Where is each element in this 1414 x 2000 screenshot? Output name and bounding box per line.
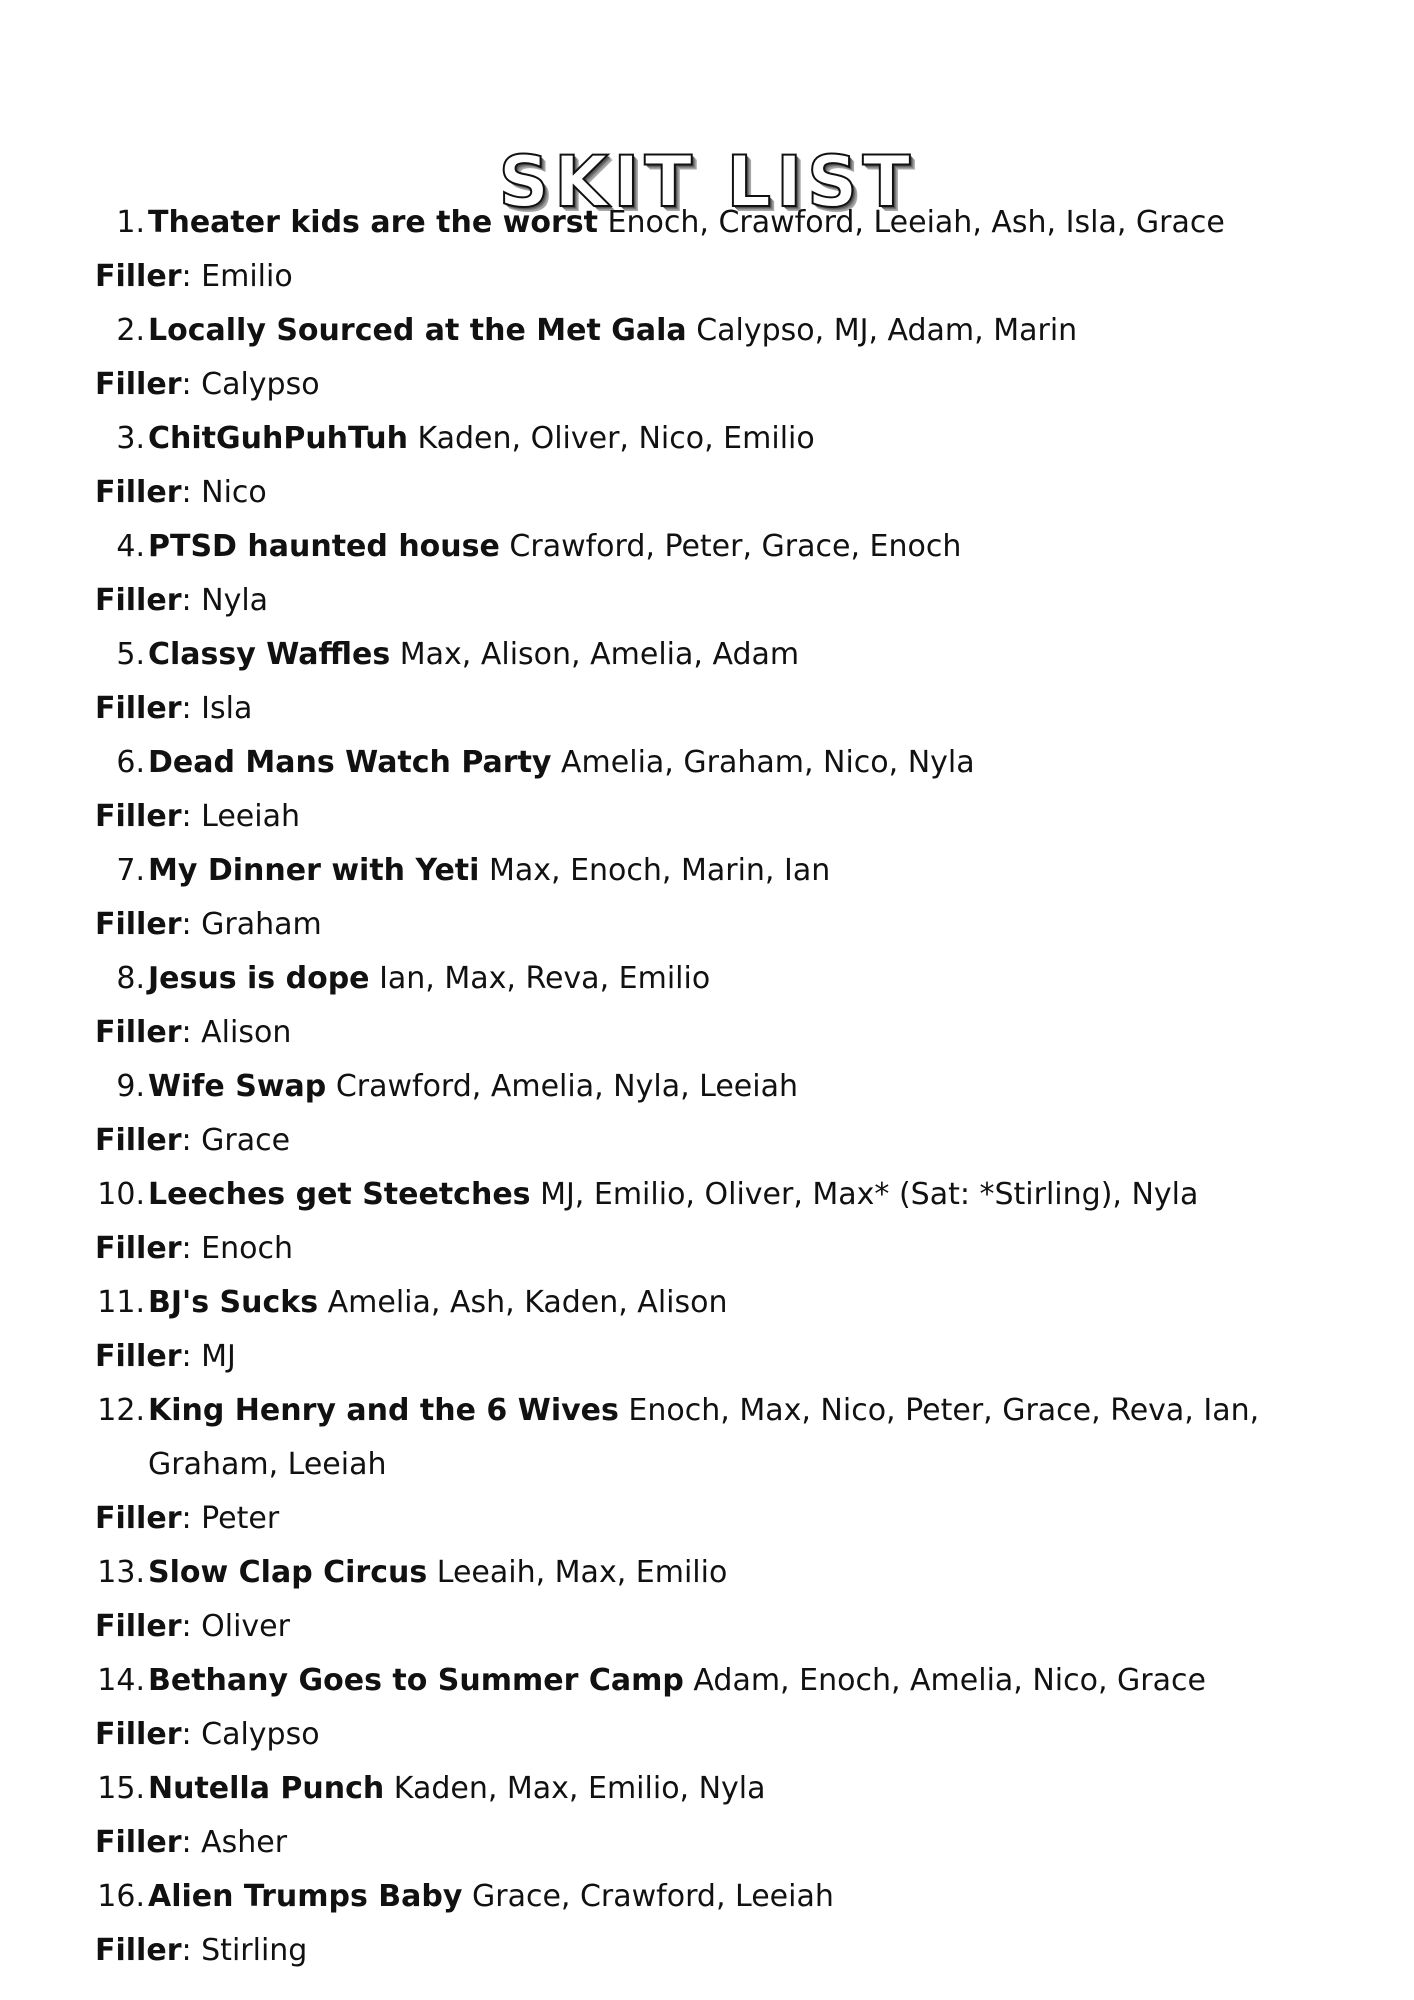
skit-number: 4. <box>116 529 145 564</box>
skit-title: Locally Sourced at the Met Gala <box>148 313 687 348</box>
filler-row: Filler: Stirling <box>95 1933 308 1968</box>
skit-number: 16. <box>97 1879 145 1914</box>
skit-number: 3. <box>116 421 145 456</box>
filler-label: Filler <box>95 367 182 402</box>
skit-body <box>148 628 1348 682</box>
skit-item <box>0 844 1414 952</box>
skit-row <box>0 196 1414 250</box>
filler-name: Nico <box>201 475 267 510</box>
filler-row: Filler: Grace <box>95 1123 291 1158</box>
skit-item <box>0 1870 1414 1978</box>
skit-number: 6. <box>116 745 145 780</box>
skit-item <box>0 1654 1414 1762</box>
skit-title: Wife Swap <box>148 1069 327 1104</box>
filler-label: Filler <box>95 259 182 294</box>
skit-body <box>148 1384 1348 1492</box>
skit-item <box>0 196 1414 304</box>
skit-row <box>0 1546 1414 1600</box>
skit-row <box>0 1276 1414 1330</box>
skit-body <box>148 952 1348 1006</box>
skit-cast: Grace, Crawford, Leeiah <box>471 1879 834 1914</box>
skit-body <box>148 196 1348 250</box>
filler-name: MJ <box>201 1339 236 1374</box>
filler-name: Nyla <box>201 583 269 618</box>
skit-cast: Calypso, MJ, Adam, Marin <box>696 313 1078 348</box>
skit-item <box>0 1276 1414 1384</box>
skit-row <box>0 304 1414 358</box>
skit-body <box>148 1060 1348 1114</box>
skit-body <box>148 736 1348 790</box>
filler-row: Filler: Leeiah <box>95 799 300 834</box>
skit-number: 9. <box>116 1069 145 1104</box>
page-title: SKIT LIST <box>498 140 916 223</box>
filler-name: Emilio <box>201 259 293 294</box>
skit-title: ChitGuhPuhTuh <box>148 421 408 456</box>
skit-number: 5. <box>116 637 145 672</box>
skit-row <box>0 628 1414 682</box>
skit-cast: Adam, Enoch, Amelia, Nico, Grace <box>693 1663 1206 1698</box>
skit-row <box>0 844 1414 898</box>
filler-label: Filler <box>95 1015 182 1050</box>
skit-number: 11. <box>97 1285 145 1320</box>
skit-number: 14. <box>97 1663 145 1698</box>
skit-body <box>148 304 1348 358</box>
filler-label: Filler <box>95 1123 182 1158</box>
skit-cast: Enoch, Max, Nico, Peter, Grace, Reva, Ian, Graham, Leeiah <box>148 1393 1260 1482</box>
filler-row: Filler: Emilio <box>95 259 293 294</box>
filler-row: Filler: Peter <box>95 1501 280 1536</box>
filler-row: Filler: Enoch <box>95 1231 293 1266</box>
filler-row: Filler: Isla <box>95 691 253 726</box>
filler-row: Filler: Nyla <box>95 583 269 618</box>
skit-body <box>148 412 1348 466</box>
skit-row <box>0 520 1414 574</box>
skit-title: Bethany Goes to Summer Camp <box>148 1663 684 1698</box>
filler-row: Filler: Calypso <box>95 367 320 402</box>
skit-row <box>0 1060 1414 1114</box>
filler-name: Isla <box>201 691 253 726</box>
skit-number: 1. <box>116 205 145 240</box>
skit-cast: Enoch, Crawford, Leeiah, Ash, Isla, Grace <box>607 205 1225 240</box>
skit-cast: Ian, Max, Reva, Emilio <box>379 961 711 996</box>
filler-label: Filler <box>95 1501 182 1536</box>
skit-item <box>0 1546 1414 1654</box>
filler-name: Oliver <box>201 1609 290 1644</box>
skit-row <box>0 1168 1414 1222</box>
skit-title: Dead Mans Watch Party <box>148 745 552 780</box>
skit-cast: Max, Enoch, Marin, Ian <box>488 853 831 888</box>
skit-number: 7. <box>116 853 145 888</box>
filler-label: Filler <box>95 1717 182 1752</box>
skit-item <box>0 736 1414 844</box>
filler-row: Filler: Graham <box>95 907 322 942</box>
skit-cast: Max, Alison, Amelia, Adam <box>399 637 800 672</box>
skit-list <box>0 196 1414 1978</box>
skit-cast: Crawford, Peter, Grace, Enoch <box>509 529 962 564</box>
skit-title: My Dinner with Yeti <box>148 853 480 888</box>
skit-row <box>0 736 1414 790</box>
skit-number: 15. <box>97 1771 145 1806</box>
filler-name: Graham <box>201 907 322 942</box>
filler-name: Calypso <box>201 367 320 402</box>
skit-title: Slow Clap Circus <box>148 1555 428 1590</box>
filler-label: Filler <box>95 691 182 726</box>
skit-body <box>148 1276 1348 1330</box>
filler-name: Alison <box>201 1015 292 1050</box>
skit-cast: Leeaih, Max, Emilio <box>436 1555 728 1590</box>
filler-name: Asher <box>201 1825 288 1860</box>
skit-row <box>0 1870 1414 1924</box>
filler-label: Filler <box>95 1339 182 1374</box>
skit-row <box>0 412 1414 466</box>
filler-label: Filler <box>95 475 182 510</box>
filler-name: Enoch <box>201 1231 293 1266</box>
filler-label: Filler <box>95 1609 182 1644</box>
filler-label: Filler <box>95 1933 182 1968</box>
filler-name: Calypso <box>201 1717 320 1752</box>
skit-row <box>0 952 1414 1006</box>
skit-cast: Kaden, Max, Emilio, Nyla <box>393 1771 766 1806</box>
skit-item <box>0 412 1414 520</box>
skit-body <box>148 1762 1348 1816</box>
filler-label: Filler <box>95 1231 182 1266</box>
skit-item <box>0 1060 1414 1168</box>
skit-cast: Amelia, Graham, Nico, Nyla <box>561 745 975 780</box>
skit-body <box>148 520 1348 574</box>
skit-row <box>0 1654 1414 1708</box>
filler-label: Filler <box>95 583 182 618</box>
filler-label: Filler <box>95 799 182 834</box>
skit-body <box>148 844 1348 898</box>
skit-title: BJ's Sucks <box>148 1285 319 1320</box>
skit-item <box>0 628 1414 736</box>
skit-title: Nutella Punch <box>148 1771 385 1806</box>
filler-name: Stirling <box>201 1933 308 1968</box>
filler-row: Filler: Nico <box>95 475 267 510</box>
skit-title: Leeches get Steetches <box>148 1177 531 1212</box>
skit-item <box>0 1384 1414 1546</box>
skit-body <box>148 1654 1348 1708</box>
skit-cast: MJ, Emilio, Oliver, Max* (Sat: *Stirling), Nyla <box>540 1177 1199 1212</box>
skit-number: 8. <box>116 961 145 996</box>
filler-name: Grace <box>201 1123 291 1158</box>
filler-row: Filler: Calypso <box>95 1717 320 1752</box>
filler-row: Filler: Oliver <box>95 1609 290 1644</box>
skit-body <box>148 1546 1348 1600</box>
skit-title: PTSD haunted house <box>148 529 500 564</box>
skit-cast: Kaden, Oliver, Nico, Emilio <box>417 421 815 456</box>
skit-item <box>0 952 1414 1060</box>
skit-item <box>0 1168 1414 1276</box>
skit-title: Jesus is dope <box>148 961 370 996</box>
skit-number: 12. <box>97 1393 145 1428</box>
skit-cast: Crawford, Amelia, Nyla, Leeiah <box>335 1069 798 1104</box>
filler-label: Filler <box>95 1825 182 1860</box>
skit-body <box>148 1168 1348 1222</box>
skit-number: 10. <box>97 1177 145 1212</box>
skit-number: 13. <box>97 1555 145 1590</box>
skit-number: 2. <box>116 313 145 348</box>
skit-row <box>0 1762 1414 1816</box>
filler-row: Filler: Asher <box>95 1825 288 1860</box>
filler-row: Filler: Alison <box>95 1015 292 1050</box>
skit-item <box>0 520 1414 628</box>
filler-name: Leeiah <box>201 799 300 834</box>
skit-title: Alien Trumps Baby <box>148 1879 463 1914</box>
filler-row: Filler: MJ <box>95 1339 236 1374</box>
skit-body <box>148 1870 1348 1924</box>
skit-title: Theater kids are the worst <box>148 205 598 240</box>
skit-item <box>0 1762 1414 1870</box>
skit-title: Classy Waffles <box>148 637 391 672</box>
skit-item <box>0 304 1414 412</box>
filler-name: Peter <box>201 1501 280 1536</box>
skit-title: King Henry and the 6 Wives <box>148 1393 619 1428</box>
filler-label: Filler <box>95 907 182 942</box>
skit-row <box>0 1384 1414 1492</box>
skit-cast: Amelia, Ash, Kaden, Alison <box>327 1285 728 1320</box>
